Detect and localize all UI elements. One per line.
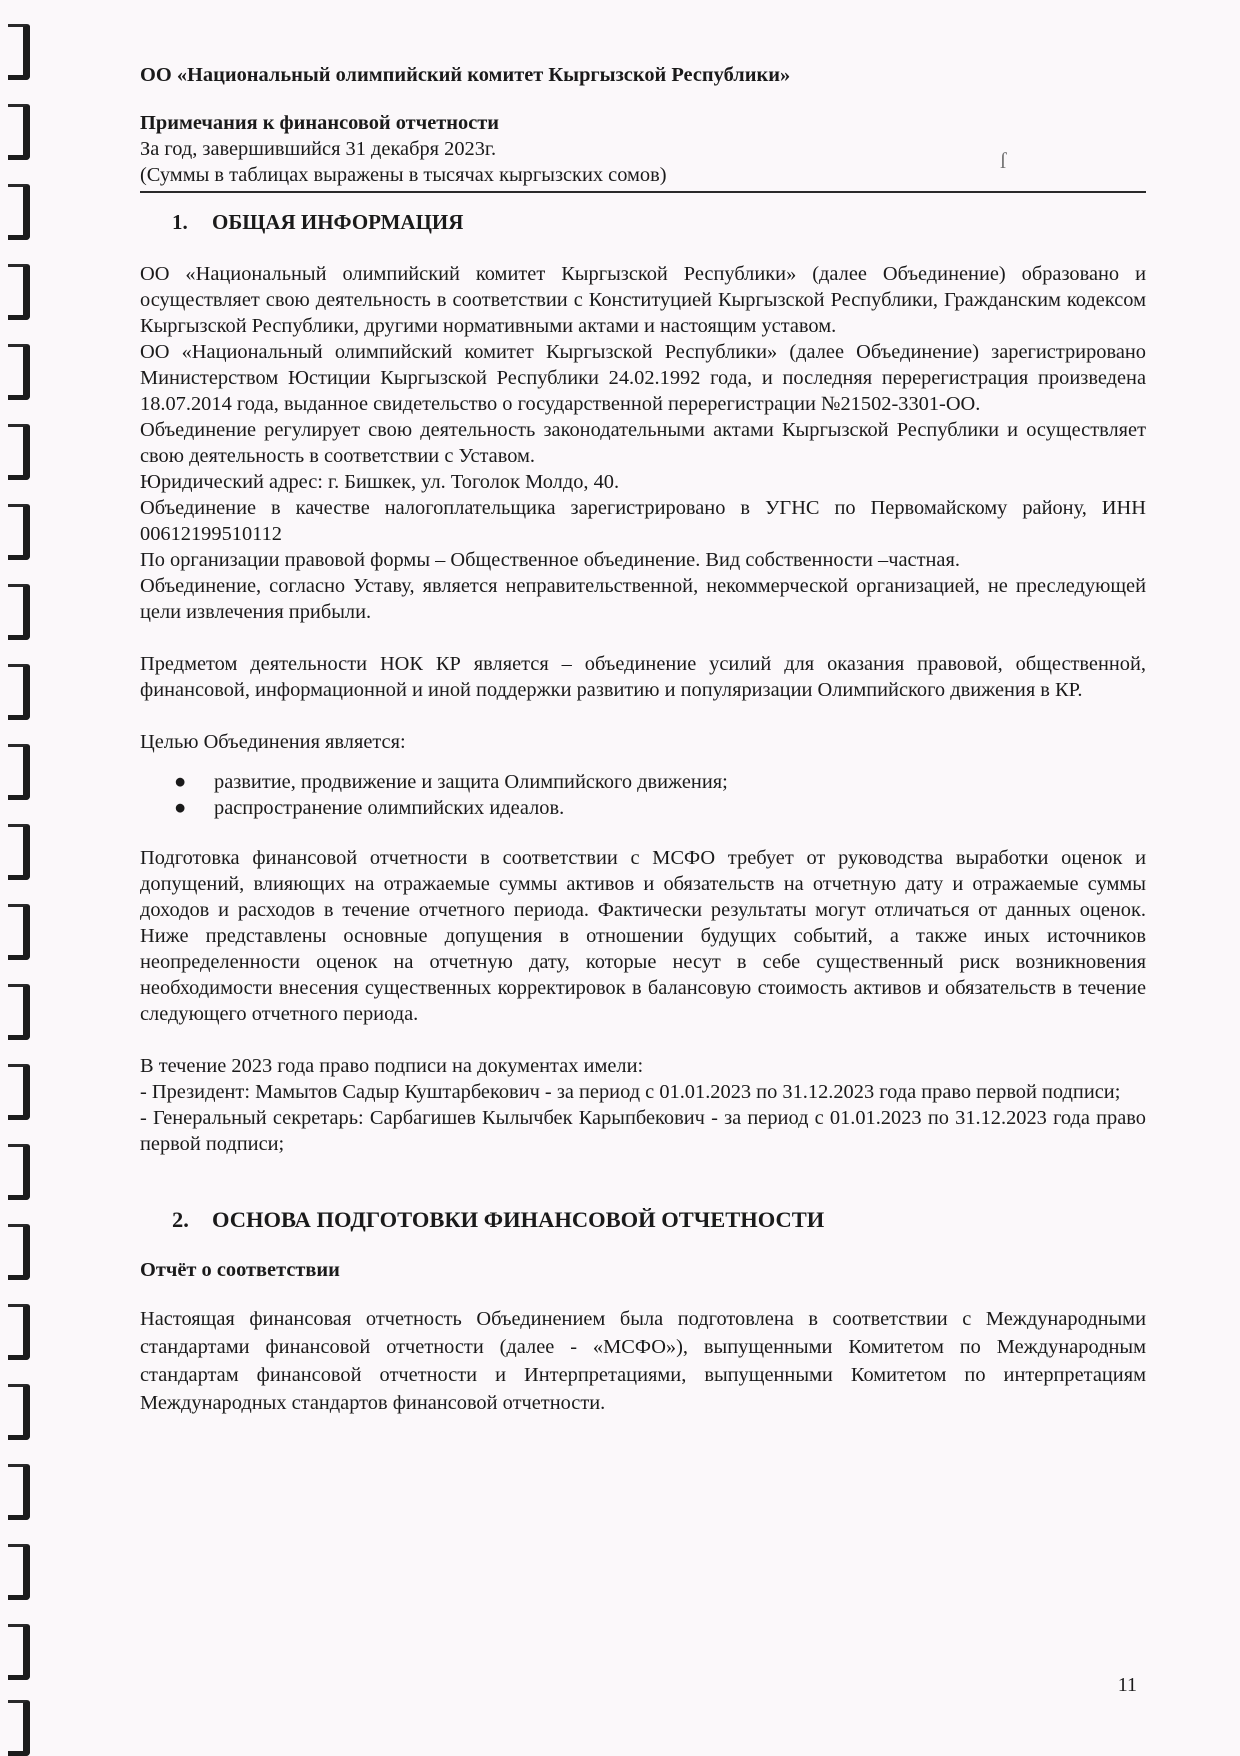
currency-note: (Суммы в таблицах выражены в тысячах кыргызских сомов)	[140, 164, 667, 186]
binding-ring	[8, 184, 30, 240]
binding-ring	[8, 1624, 30, 1680]
binding-ring	[8, 744, 30, 800]
paragraph: ОО «Национальный олимпийский комитет Кыргызской Республики» (далее Объединение) образовано и осуществляет свою деятельность в соответствии с Конституцией Кыргызской Республики, Гражданским кодексом Кыргызской Республики, другими нормативными актами и настоящим уставом.	[140, 263, 1146, 337]
document-page	[140, 62, 1146, 1417]
binding-ring	[8, 424, 30, 480]
binding-ring	[8, 1384, 30, 1440]
binding-ring	[8, 1700, 30, 1756]
stray-mark: ſ	[1000, 148, 1007, 173]
binding-ring	[8, 664, 30, 720]
paragraph: Объединение, согласно Уставу, является неправительственной, некоммерческой организацией, не преследующей цели извлечения прибыли.	[140, 575, 1146, 623]
list-item: ● развитие, продвижение и защита Олимпийского движения;	[174, 771, 728, 793]
signatory-president: - Президент: Мамытов Садыр Куштарбекович - за период с 01.01.2023 по 31.12.2023 года право первой подписи;	[140, 1081, 1121, 1103]
binding-ring	[8, 1144, 30, 1200]
paragraph: По организации правовой формы – Общественное объединение. Вид собственности –частная.	[140, 549, 960, 571]
binding-ring	[8, 824, 30, 880]
binding-ring	[8, 1464, 30, 1520]
binding-ring	[8, 24, 30, 80]
paragraph: Объединение регулирует свою деятельность законодательными актами Кыргызской Республики и осуществляет свою деятельность в соответствии с Уставом.	[140, 419, 1146, 467]
binding-ring	[8, 104, 30, 160]
section-2-number: 2.	[172, 1207, 189, 1232]
binding-ring	[8, 1224, 30, 1280]
organization-name: ОО «Национальный олимпийский комитет Кыргызской Республики»	[140, 64, 791, 86]
binding-ring	[8, 984, 30, 1040]
binding-ring	[8, 1064, 30, 1120]
binding-ring	[8, 1304, 30, 1360]
section-2-heading	[140, 1207, 1146, 1233]
reporting-period: За год, завершившийся 31 декабря 2023г.	[140, 138, 497, 160]
section-1-heading	[140, 209, 1146, 235]
bullet-icon: ●	[174, 771, 187, 793]
section-1-title: ОБЩАЯ ИНФОРМАЦИЯ	[212, 210, 464, 234]
document-title: Примечания к финансовой отчетности	[140, 112, 500, 134]
binding-ring	[8, 904, 30, 960]
page-number: 11	[1117, 1674, 1137, 1696]
goals-list	[140, 769, 1146, 821]
header-divider	[140, 191, 1146, 193]
list-item: ● распространение олимпийских идеалов.	[174, 797, 565, 819]
spiral-binding	[0, 0, 44, 1755]
activity-paragraph: Предметом деятельности НОК КР является – объединение усилий для оказания правовой, общественной, финансовой, информационной и иной поддержки развитию и популяризации Олимпийского движения в КР.	[140, 653, 1146, 701]
compliance-paragraph: Настоящая финансовая отчетность Объединением была подготовлена в соответствии с Международными стандартами финансовой отчетности (далее - «МСФО»), выпущенными Комитетом по Международным стандартам финансовой отчетности и Интерпретациями, выпущенными Комитетом по интерпретациям Международных стандартов финансовой отчетности.	[140, 1308, 1146, 1414]
binding-ring	[8, 584, 30, 640]
compliance-subheading: Отчёт о соответствии	[140, 1259, 340, 1281]
section-1-number: 1.	[172, 210, 188, 234]
paragraph: Объединение в качестве налогоплательщика зарегистрировано в УГНС по Первомайскому району, ИНН 00612199510112	[140, 497, 1146, 545]
signatory-secretary: - Генеральный секретарь: Сарбагишев Кылычбек Карыпбекович - за период с 01.01.2023 по 31.12.2023 года право первой подписи;	[140, 1107, 1146, 1155]
bullet-icon: ●	[174, 797, 187, 819]
goal-intro: Целью Объединения является:	[140, 731, 406, 753]
paragraph: ОО «Национальный олимпийский комитет Кыргызской Республики» (далее Объединение) зарегистрировано Министерством Юстиции Кыргызской Республики 24.02.1992 года, и последняя перерегистрация произведена 18.07.2014 года, выданное свидетельство о государственной перерегистрации №21502-3301-ОО.	[140, 341, 1146, 415]
msfo-paragraph: Подготовка финансовой отчетности в соответствии с МСФО требует от руководства выработки оценок и допущений, влияющих на отражаемые суммы активов и обязательств на отчетную дату и отражаемые суммы доходов и расходов в течение отчетного периода. Фактически результаты могут отличаться от данных оценок. Ниже представлены основные допущения в отношении будущих событий, а также иных источников неопределенности оценок на отчетную дату, которые несут в себе существенный риск возникновения необходимости внесения существенных корректировок в балансовую стоимость активов и обязательств в течение следующего отчетного периода.	[140, 847, 1146, 1025]
binding-ring	[8, 504, 30, 560]
section-2-title: ОСНОВА ПОДГОТОВКИ ФИНАНСОВОЙ ОТЧЕТНОСТИ	[212, 1207, 825, 1232]
binding-ring	[8, 264, 30, 320]
paragraph: Юридический адрес: г. Бишкек, ул. Тоголок Молдо, 40.	[140, 471, 620, 493]
binding-ring	[8, 344, 30, 400]
signatures-intro: В течение 2023 года право подписи на документах имели:	[140, 1055, 644, 1077]
binding-ring	[8, 1544, 30, 1600]
